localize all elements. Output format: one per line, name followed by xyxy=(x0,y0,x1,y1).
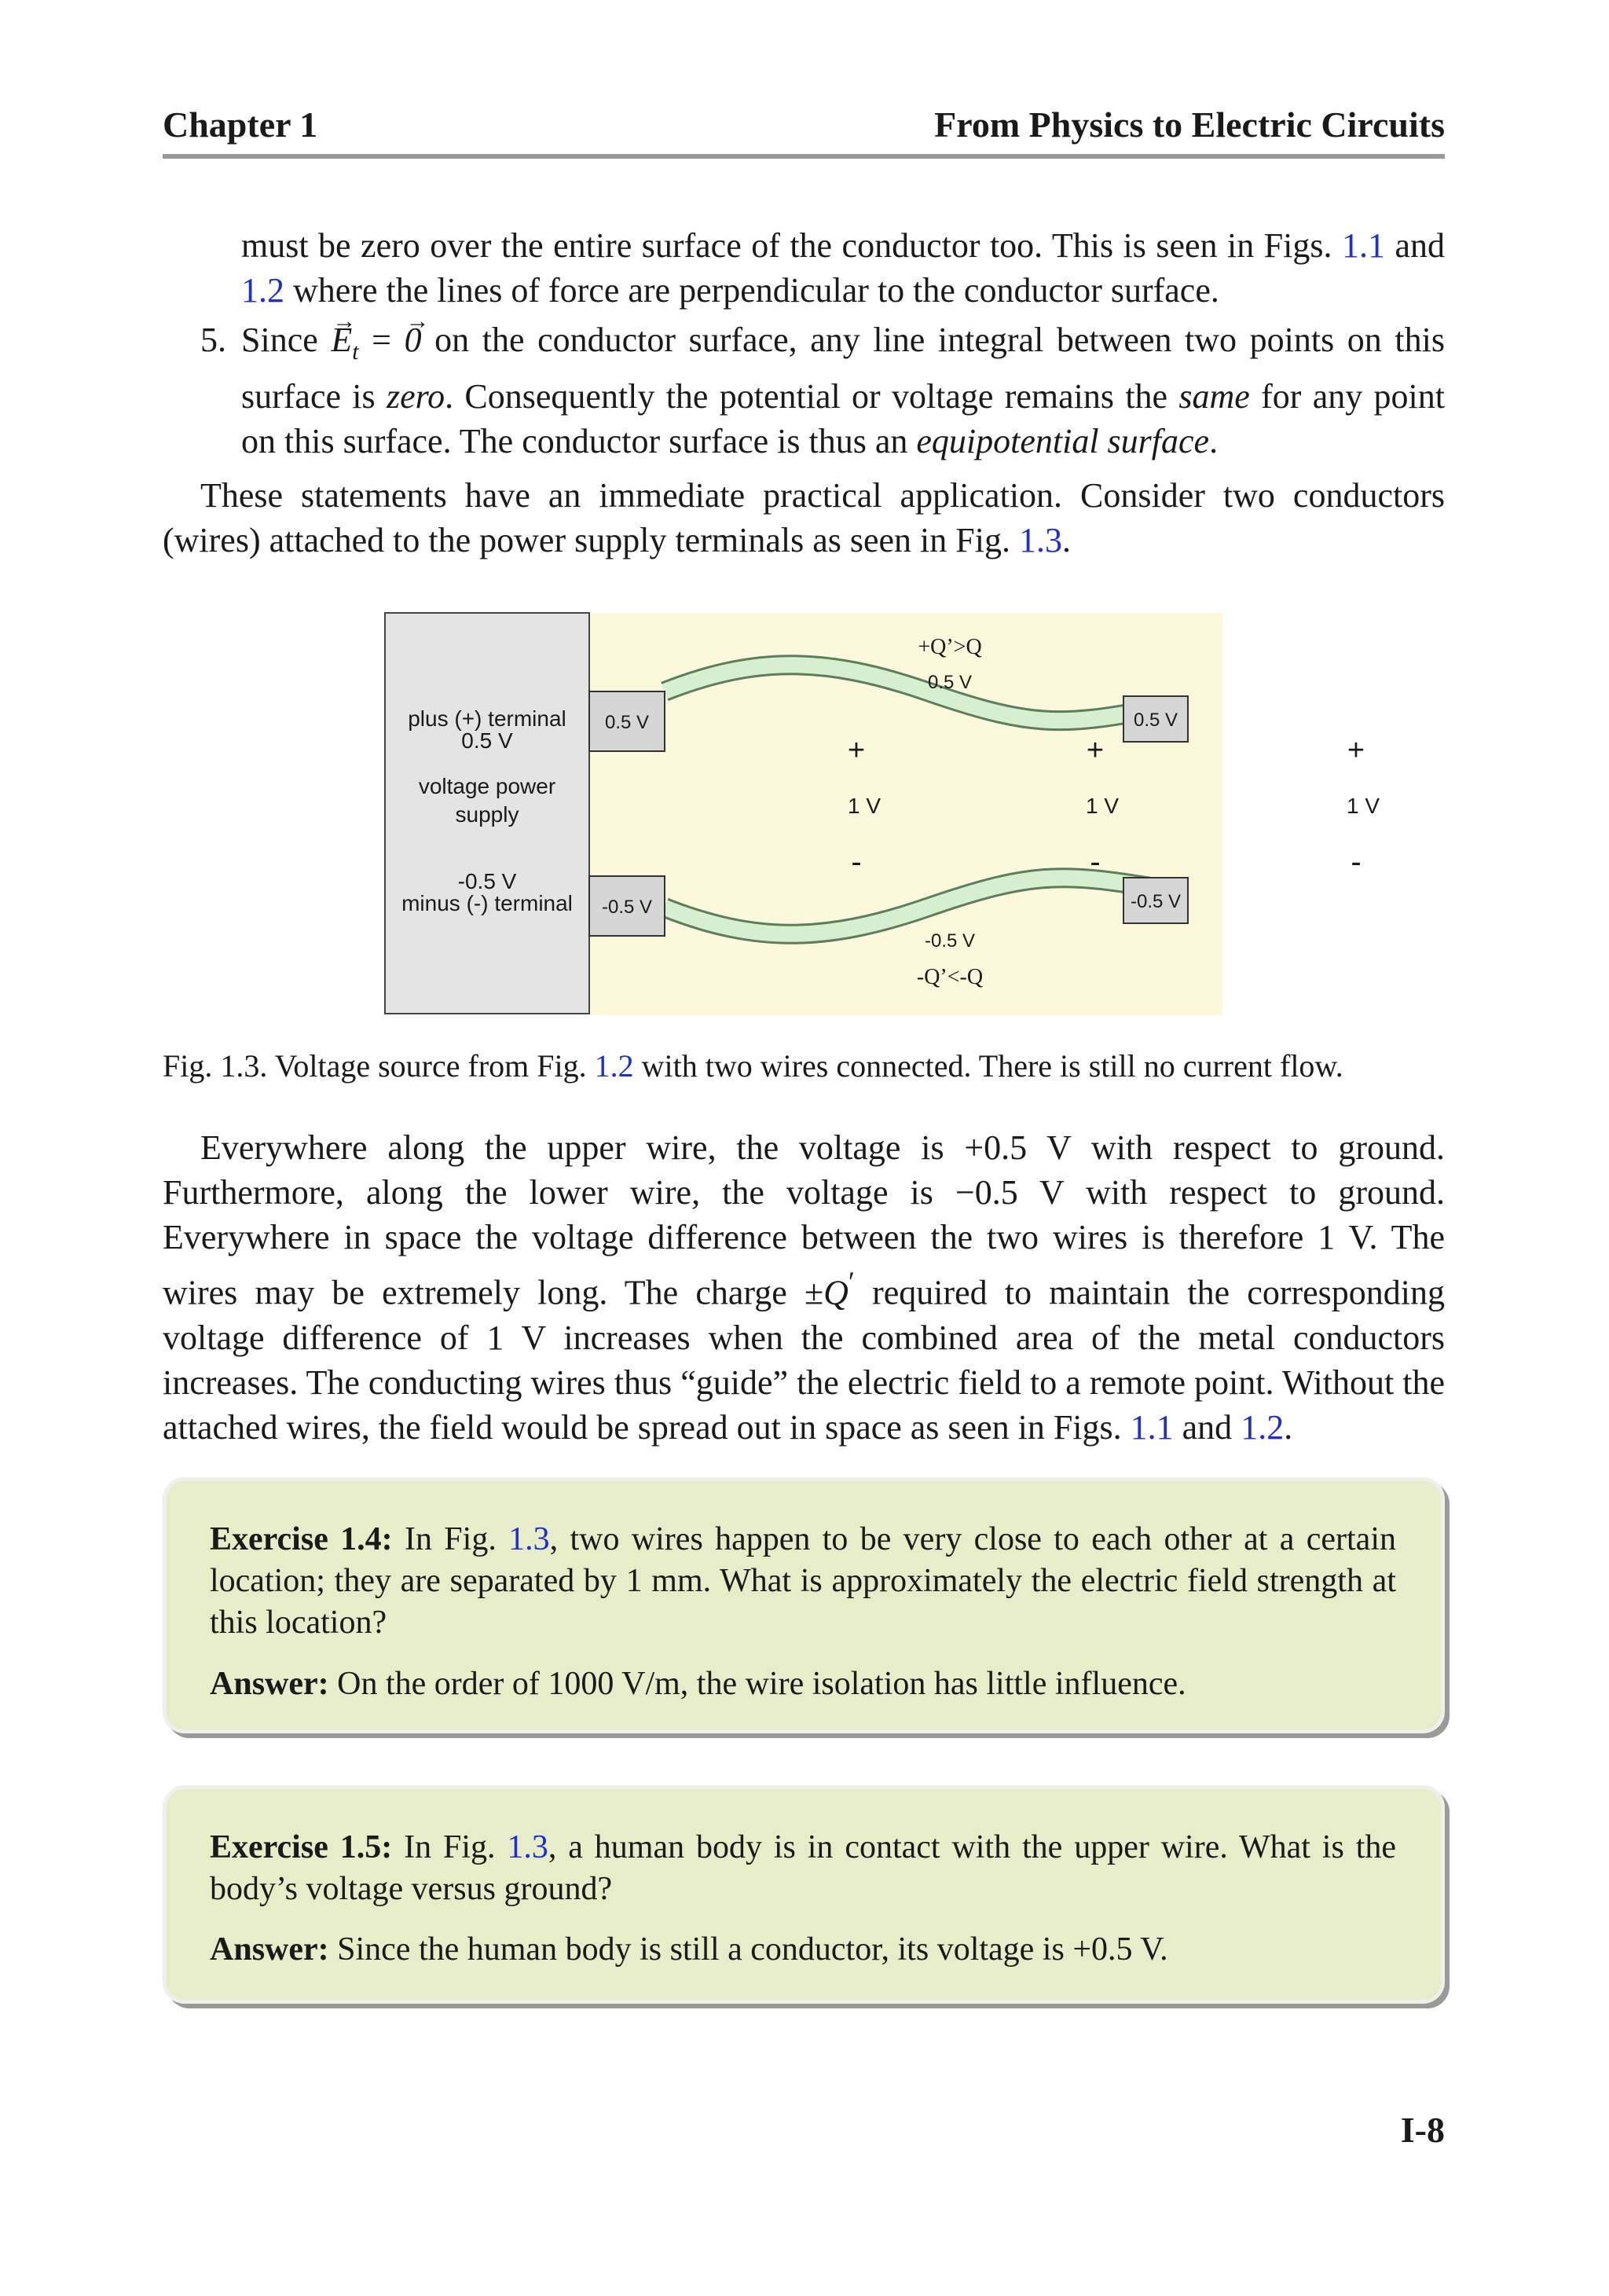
supply-mid-line1: voltage power xyxy=(418,774,556,798)
plus-sign-3: + xyxy=(1347,734,1365,767)
top-charge-label: +Q’>Q xyxy=(918,635,982,659)
list-number-5: 5. xyxy=(200,321,226,359)
bottom-wire-voltage-label: -0.5 V xyxy=(924,930,976,952)
supply-minus-line1: -0.5 V xyxy=(457,869,517,893)
left-top-terminal-label: 0.5 V xyxy=(604,712,650,733)
paragraph-wire-voltage: Everywhere along the upper wire, the voltage is +0.5 V with respect to ground. Furthermore, along the lower wire, the voltage is −0.5 V with respect to ground. Everywhere in space the voltage difference between the two wires is therefore 1 V. The wires may be extremely long. The charge ±Q′ required to maintain the corresponding voltage difference of 1 V increases when the combined area of the metal conductors increases. The conducting wires thus “guide” the electric field to a remote point. Without the attached wires, the field would be spread out in space as seen in Figs. 1.1 and 1.2. xyxy=(163,1128,1445,1447)
figure-background xyxy=(589,613,1222,1015)
supply-plus-line1: plus (+) terminal xyxy=(408,706,566,731)
minus-sign-3: - xyxy=(1351,845,1362,879)
page-number: I-8 xyxy=(1400,2110,1445,2150)
para-fig-ref-1-1[interactable]: 1.1 xyxy=(1130,1407,1174,1447)
list-item-5: Since → $E_t$ = → 0 on the conductor surface, any line integral between two points on this surface is zero. Consequently the potential or voltage remains the same for any point on this surface. The conductor surface is thus an equipotential surface. xyxy=(241,317,1445,464)
exercise-1-5-question: Exercise 1.5: In Fig. 1.3, a human body is in contact with the upper wire. What is the body’s voltage versus ground? xyxy=(210,1829,1397,1907)
para-fig-ref-1-2[interactable]: 1.2 xyxy=(1241,1407,1285,1447)
voltage-diff-3: 1 V xyxy=(1346,794,1380,818)
voltage-diff-2: 1 V xyxy=(1085,794,1120,818)
supply-mid-line2: supply xyxy=(455,802,519,827)
supply-minus-line2: minus (-) terminal xyxy=(401,891,573,915)
equation-Et-equals-zero: → $E_t$ = → 0 xyxy=(331,321,421,359)
plus-sign-2: + xyxy=(1086,734,1105,767)
exercise-1-5-answer: Answer: Since the human body is still a conductor, its voltage is +0.5 V. xyxy=(210,1931,1168,1968)
plus-sign-1: + xyxy=(847,734,866,767)
minus-sign-2: - xyxy=(1090,845,1101,879)
fig-ref-1-1[interactable]: 1.1 xyxy=(1342,226,1385,265)
exercise-1-5-box xyxy=(163,1785,1445,2004)
caption-fig-ref-1-2[interactable]: 1.2 xyxy=(594,1048,634,1084)
bottom-charge-label: -Q’<-Q xyxy=(916,965,984,989)
top-wire-voltage-label: 0.5 V xyxy=(927,672,973,693)
fig-ref-1-3[interactable]: 1.3 xyxy=(1018,521,1062,559)
supply-plus-line2: 0.5 V xyxy=(461,728,513,753)
paragraph-practical-application: These statements have an immediate practical application. Consider two conductors (wires) attached to the power supply terminals as seen in Fig. 1.3. xyxy=(163,476,1445,559)
exercise-1-5-fig-ref[interactable]: 1.3 xyxy=(507,1829,548,1865)
figure-1-3 xyxy=(385,613,1380,1015)
exercise-1-4-question: Exercise 1.4: In Fig. 1.3, two wires happen to be very close to each other at a certain location; they are separated by 1 mm. What is approximately the electric field strength at this location? xyxy=(210,1521,1396,1641)
header-rule xyxy=(163,154,1445,159)
voltage-diff-1: 1 V xyxy=(847,794,881,818)
chapter-title: From Physics to Electric Circuits xyxy=(934,105,1445,145)
right-bottom-terminal-label: -0.5 V xyxy=(1130,891,1182,912)
running-header xyxy=(163,104,1445,145)
right-top-terminal-label: 0.5 V xyxy=(1133,710,1178,731)
minus-sign-1: - xyxy=(851,845,862,879)
fig-ref-1-2[interactable]: 1.2 xyxy=(241,271,284,310)
list-item-4-continuation: must be zero over the entire surface of the conductor too. This is seen in Figs. 1.1 and 1.2 where the lines of force are perpendicular to the conductor surface. xyxy=(241,226,1445,310)
exercise-1-4-answer: Answer: On the order of 1000 V/m, the wire isolation has little influence. xyxy=(210,1666,1186,1702)
chapter-label: Chapter 1 xyxy=(163,105,318,145)
exercise-1-4-box xyxy=(163,1477,1445,1733)
figure-caption: Fig. 1.3. Voltage source from Fig. 1.2 with two wires connected. There is still no current flow. xyxy=(163,1048,1343,1084)
left-bottom-terminal-label: -0.5 V xyxy=(601,897,653,918)
exercise-1-4-fig-ref[interactable]: 1.3 xyxy=(508,1521,550,1557)
